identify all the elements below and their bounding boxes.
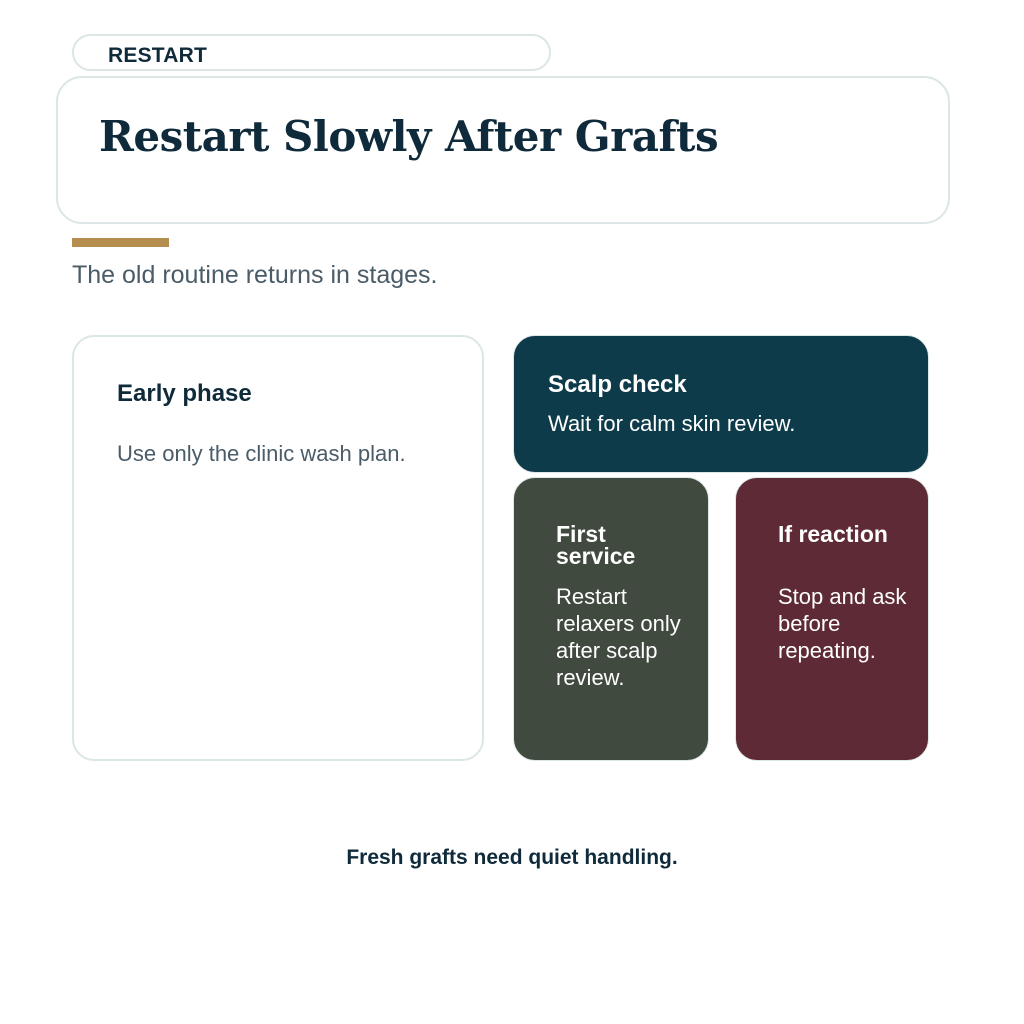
footer-note: Fresh grafts need quiet handling. [346,846,678,869]
page-title: Restart Slowly After Grafts [99,112,719,161]
scalp-check-card [513,335,929,473]
early-phase-body: Use only the clinic wash plan. [117,441,406,466]
title-card [56,76,950,224]
eyebrow-pill [72,34,551,71]
scalp-check-body: Wait for calm skin review. [548,411,796,436]
first-service-body: Restart relaxers only after scalp review. [556,584,681,690]
early-phase-card [72,335,484,761]
early-phase-title: Early phase [117,380,252,407]
if-reaction-title: If reaction [778,521,888,547]
subtitle: The old routine returns in stages. [72,261,438,289]
eyebrow-label: RESTART [108,44,208,67]
if-reaction-card [735,477,929,761]
if-reaction-body: Stop and ask before repeating. [778,584,907,663]
accent-bar [72,238,169,247]
first-service-card [513,477,709,761]
scalp-check-title: Scalp check [548,371,687,398]
first-service-title: First service [556,521,636,569]
